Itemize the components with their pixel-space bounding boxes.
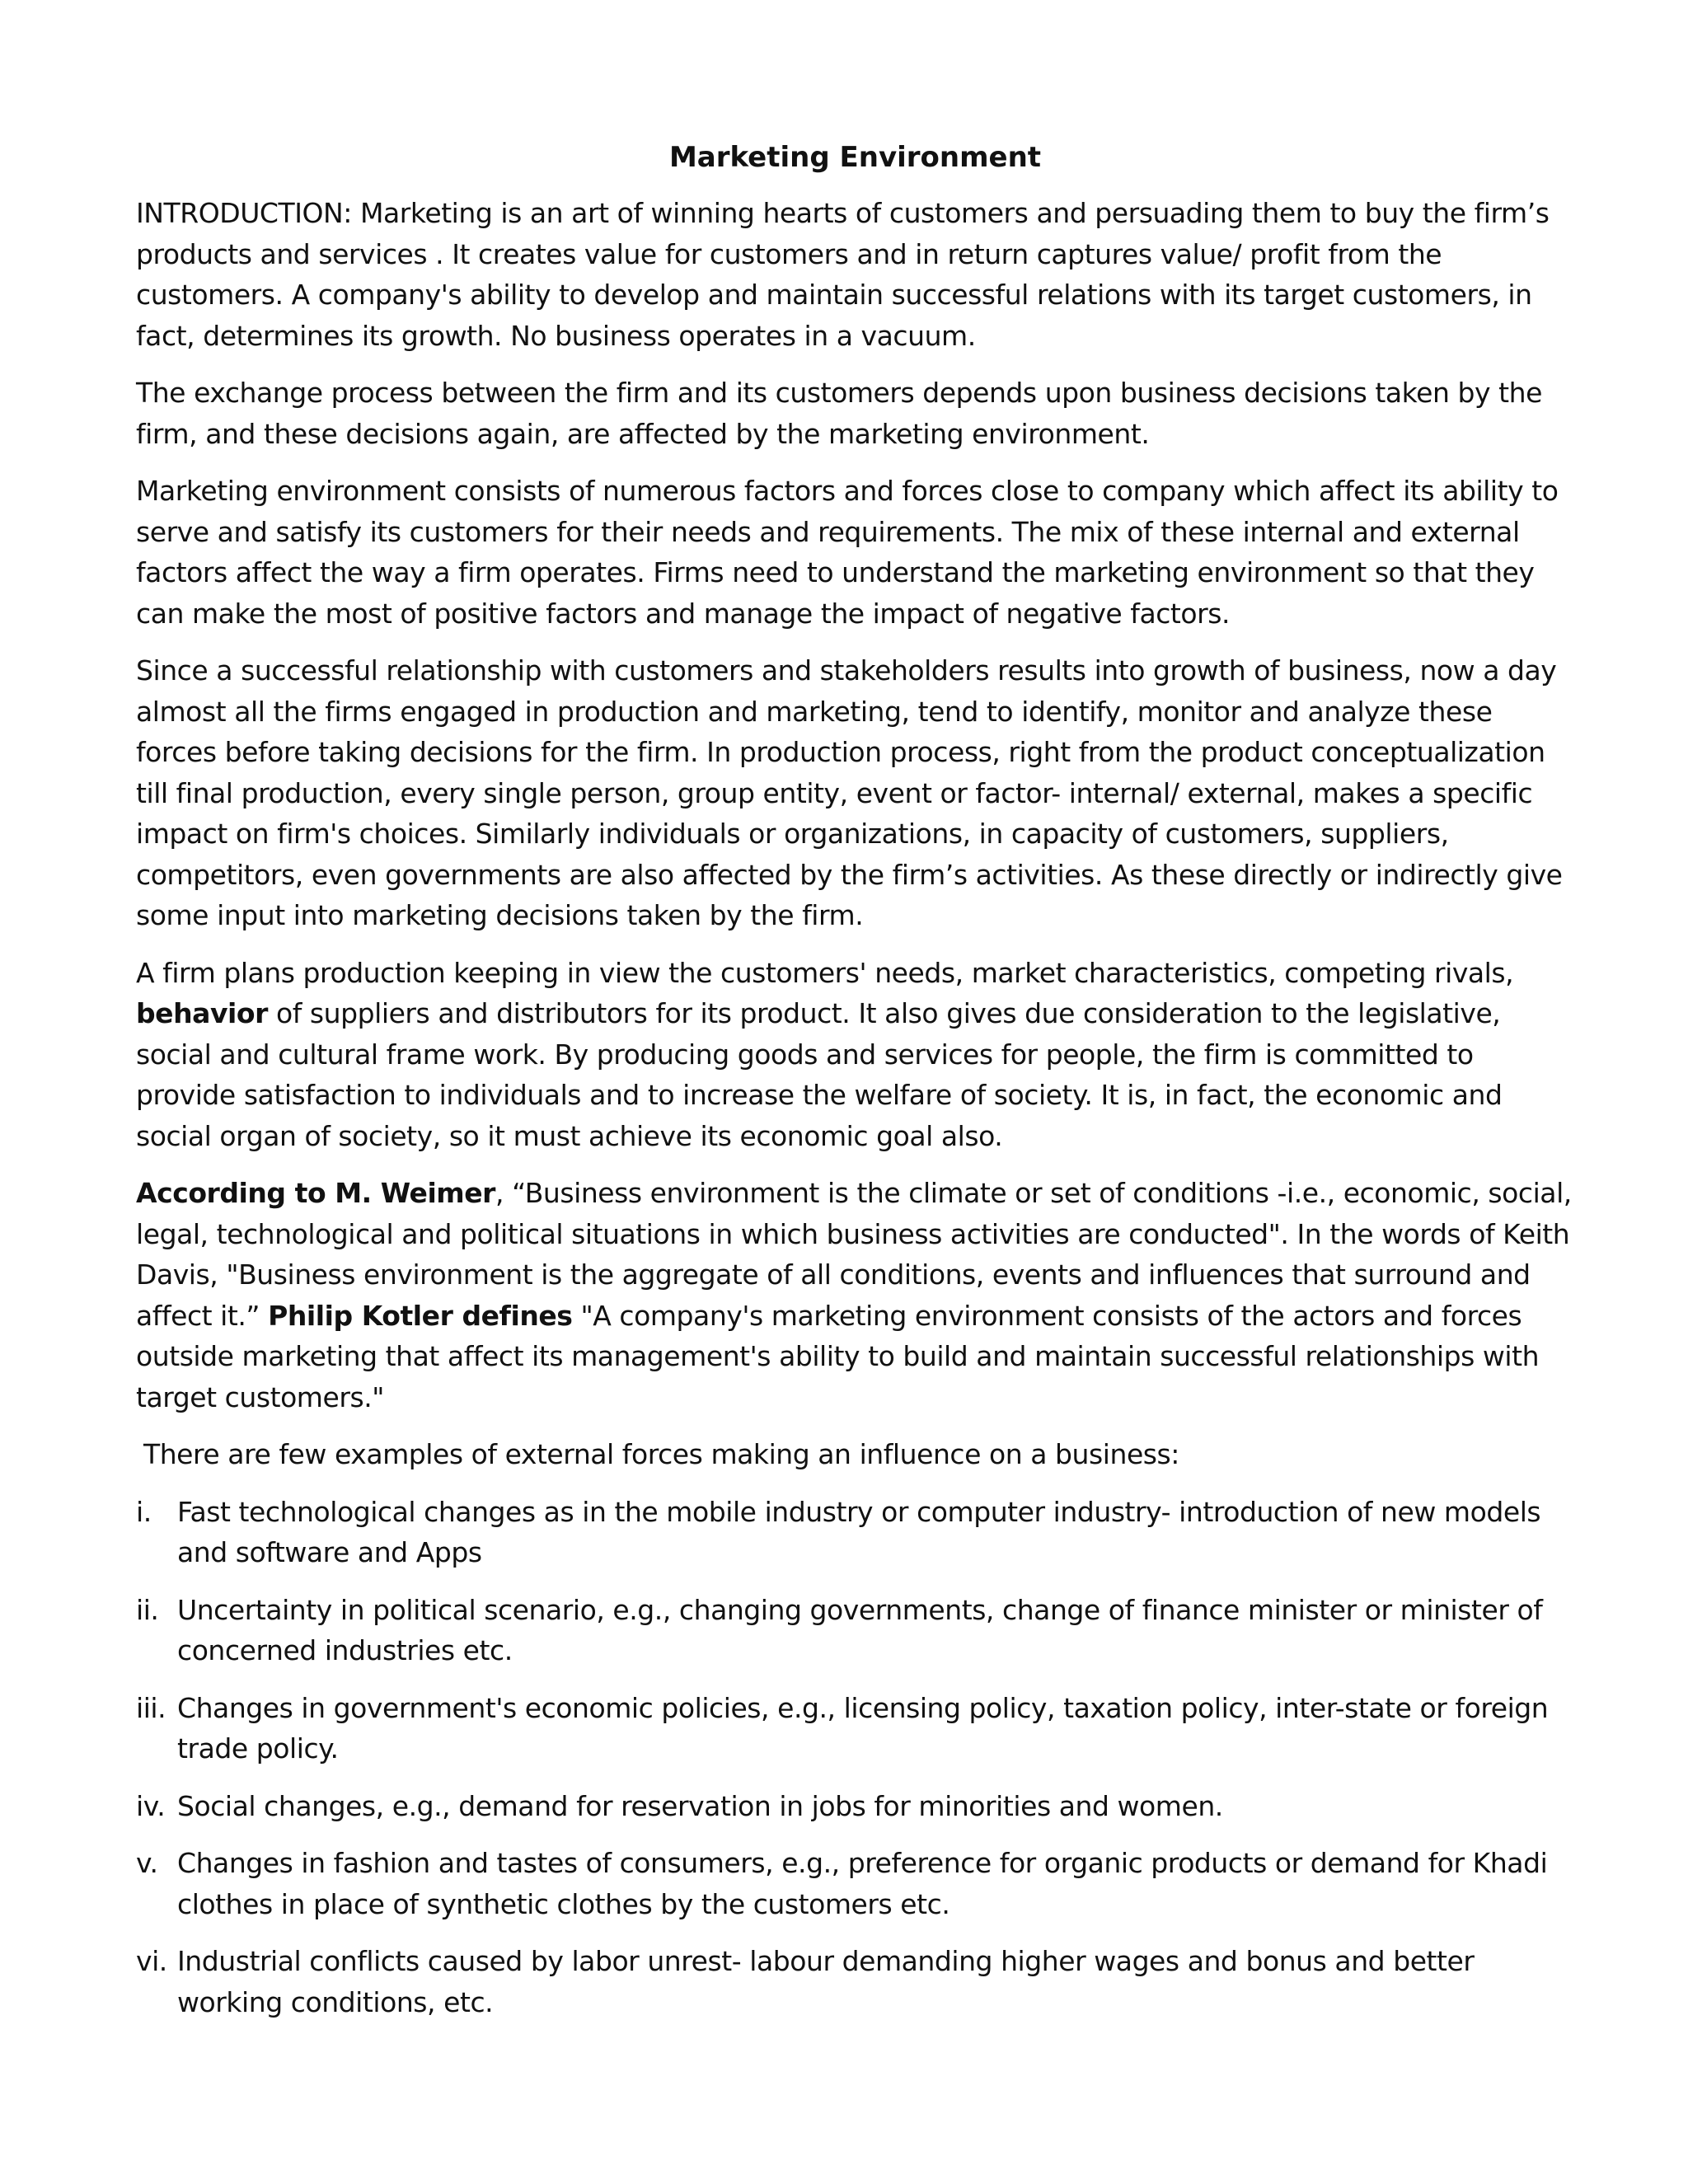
list-item-text: Industrial conflicts caused by labor unrest- labour demanding higher wages and bonus and better working conditions, etc. (177, 1945, 1475, 2018)
bold-term-weimer: According to M. Weimer (136, 1177, 496, 1209)
paragraph-definitions-quotes (136, 1173, 1574, 1418)
list-item-text: Social changes, e.g., demand for reservation in jobs for minorities and women. (177, 1789, 1223, 1822)
paragraph-text: A firm plans production keeping in view the customers' needs, market characteristics, competing rivals, (136, 956, 1514, 989)
bold-term-behavior: behavior (136, 997, 268, 1029)
bold-term-kotler: Philip Kotler defines (268, 1299, 573, 1332)
list-item (136, 1941, 1574, 2022)
list-item-text: Fast technological changes as in the mobile industry or computer industry- introduction of new models and software and Apps (177, 1495, 1541, 1568)
list-item (136, 1590, 1574, 1671)
list-item (136, 1492, 1574, 1573)
paragraph-relationship: Since a successful relationship with customers and stakeholders results into growth of business, now a day almost all the firms engaged in production and marketing, tend to identify, monitor and analyze these forces before taking decisions for the firm. In production process, right from the product conceptualization till final production, every single person, group entity, event or factor- internal/ external, makes a specific impact on firm's choices. Similarly individuals or organizations, in capacity of customers, suppliers, competitors, even governments are also affected by the firm’s activities. As these directly or indirectly give some input into marketing decisions taken by the firm. (136, 654, 1563, 931)
list-item (136, 1786, 1574, 1827)
paragraph-introduction: INTRODUCTION: Marketing is an art of winning hearts of customers and persuading them to buy the firm’s products and services . It creates value for customers and in return captures value/ profit from the customers. A company's ability to develop and maintain successful relations with its target customers, in fact, determines its growth. No business operates in a vacuum. (136, 197, 1550, 352)
list-item (136, 1688, 1574, 1769)
list-item-number: vi. (136, 1945, 167, 1977)
examples-list (136, 1492, 1574, 2023)
document-page (136, 138, 1574, 2039)
paragraph-text: of suppliers and distributors for its product. It also gives due consideration to the legislative, social and cultural frame work. By producing goods and services for people, the firm is committed to provide satisfaction to individuals and to increase the welfare of society. It is, in fact, the economic and social organ of society, so it must achieve its economic goal also. (136, 997, 1503, 1152)
paragraph-text: , “Business environment is the climate or set of conditions -i.e., economic, social, legal, technological and political situations in which business activities are conducted". In the words of Keith Davis, "Business environment is the aggregate of all conditions, events and influences that surround and affect it.” (136, 1177, 1572, 1332)
document-title: Marketing Environment (668, 141, 1042, 174)
paragraph-exchange-process: The exchange process between the firm and its customers depends upon business decisions taken by the firm, and these decisions again, are affected by the marketing environment. (136, 377, 1542, 450)
examples-intro: There are few examples of external forces making an influence on a business: (143, 1438, 1179, 1470)
list-item-number: iv. (136, 1789, 166, 1822)
paragraph-text: "A company's marketing environment consists of the actors and forces outside marketing that affect its management's ability to build and maintain successful relationships with target customers." (136, 1299, 1540, 1413)
list-item-number: i. (136, 1495, 152, 1528)
paragraph-production-planning (136, 953, 1574, 1157)
list-item (136, 1843, 1574, 1924)
list-item-text: Uncertainty in political scenario, e.g., changing governments, change of finance minister or minister of concerned industries etc. (177, 1593, 1543, 1666)
list-item-text: Changes in fashion and tastes of consumers, e.g., preference for organic products or demand for Khadi clothes in place of synthetic clothes by the customers etc. (177, 1847, 1548, 1920)
paragraph-environment-definition: Marketing environment consists of numerous factors and forces close to company which affect its ability to serve and satisfy its customers for their needs and requirements. The mix of these internal and external factors affect the way a firm operates. Firms need to understand the marketing environment so that they can make the most of positive factors and manage the impact of negative factors. (136, 475, 1559, 630)
list-item-number: iii. (136, 1691, 166, 1724)
list-item-text: Changes in government's economic policies, e.g., licensing policy, taxation policy, inter-state or foreign trade policy. (177, 1691, 1549, 1765)
list-item-number: ii. (136, 1593, 159, 1626)
list-item-number: v. (136, 1847, 158, 1879)
